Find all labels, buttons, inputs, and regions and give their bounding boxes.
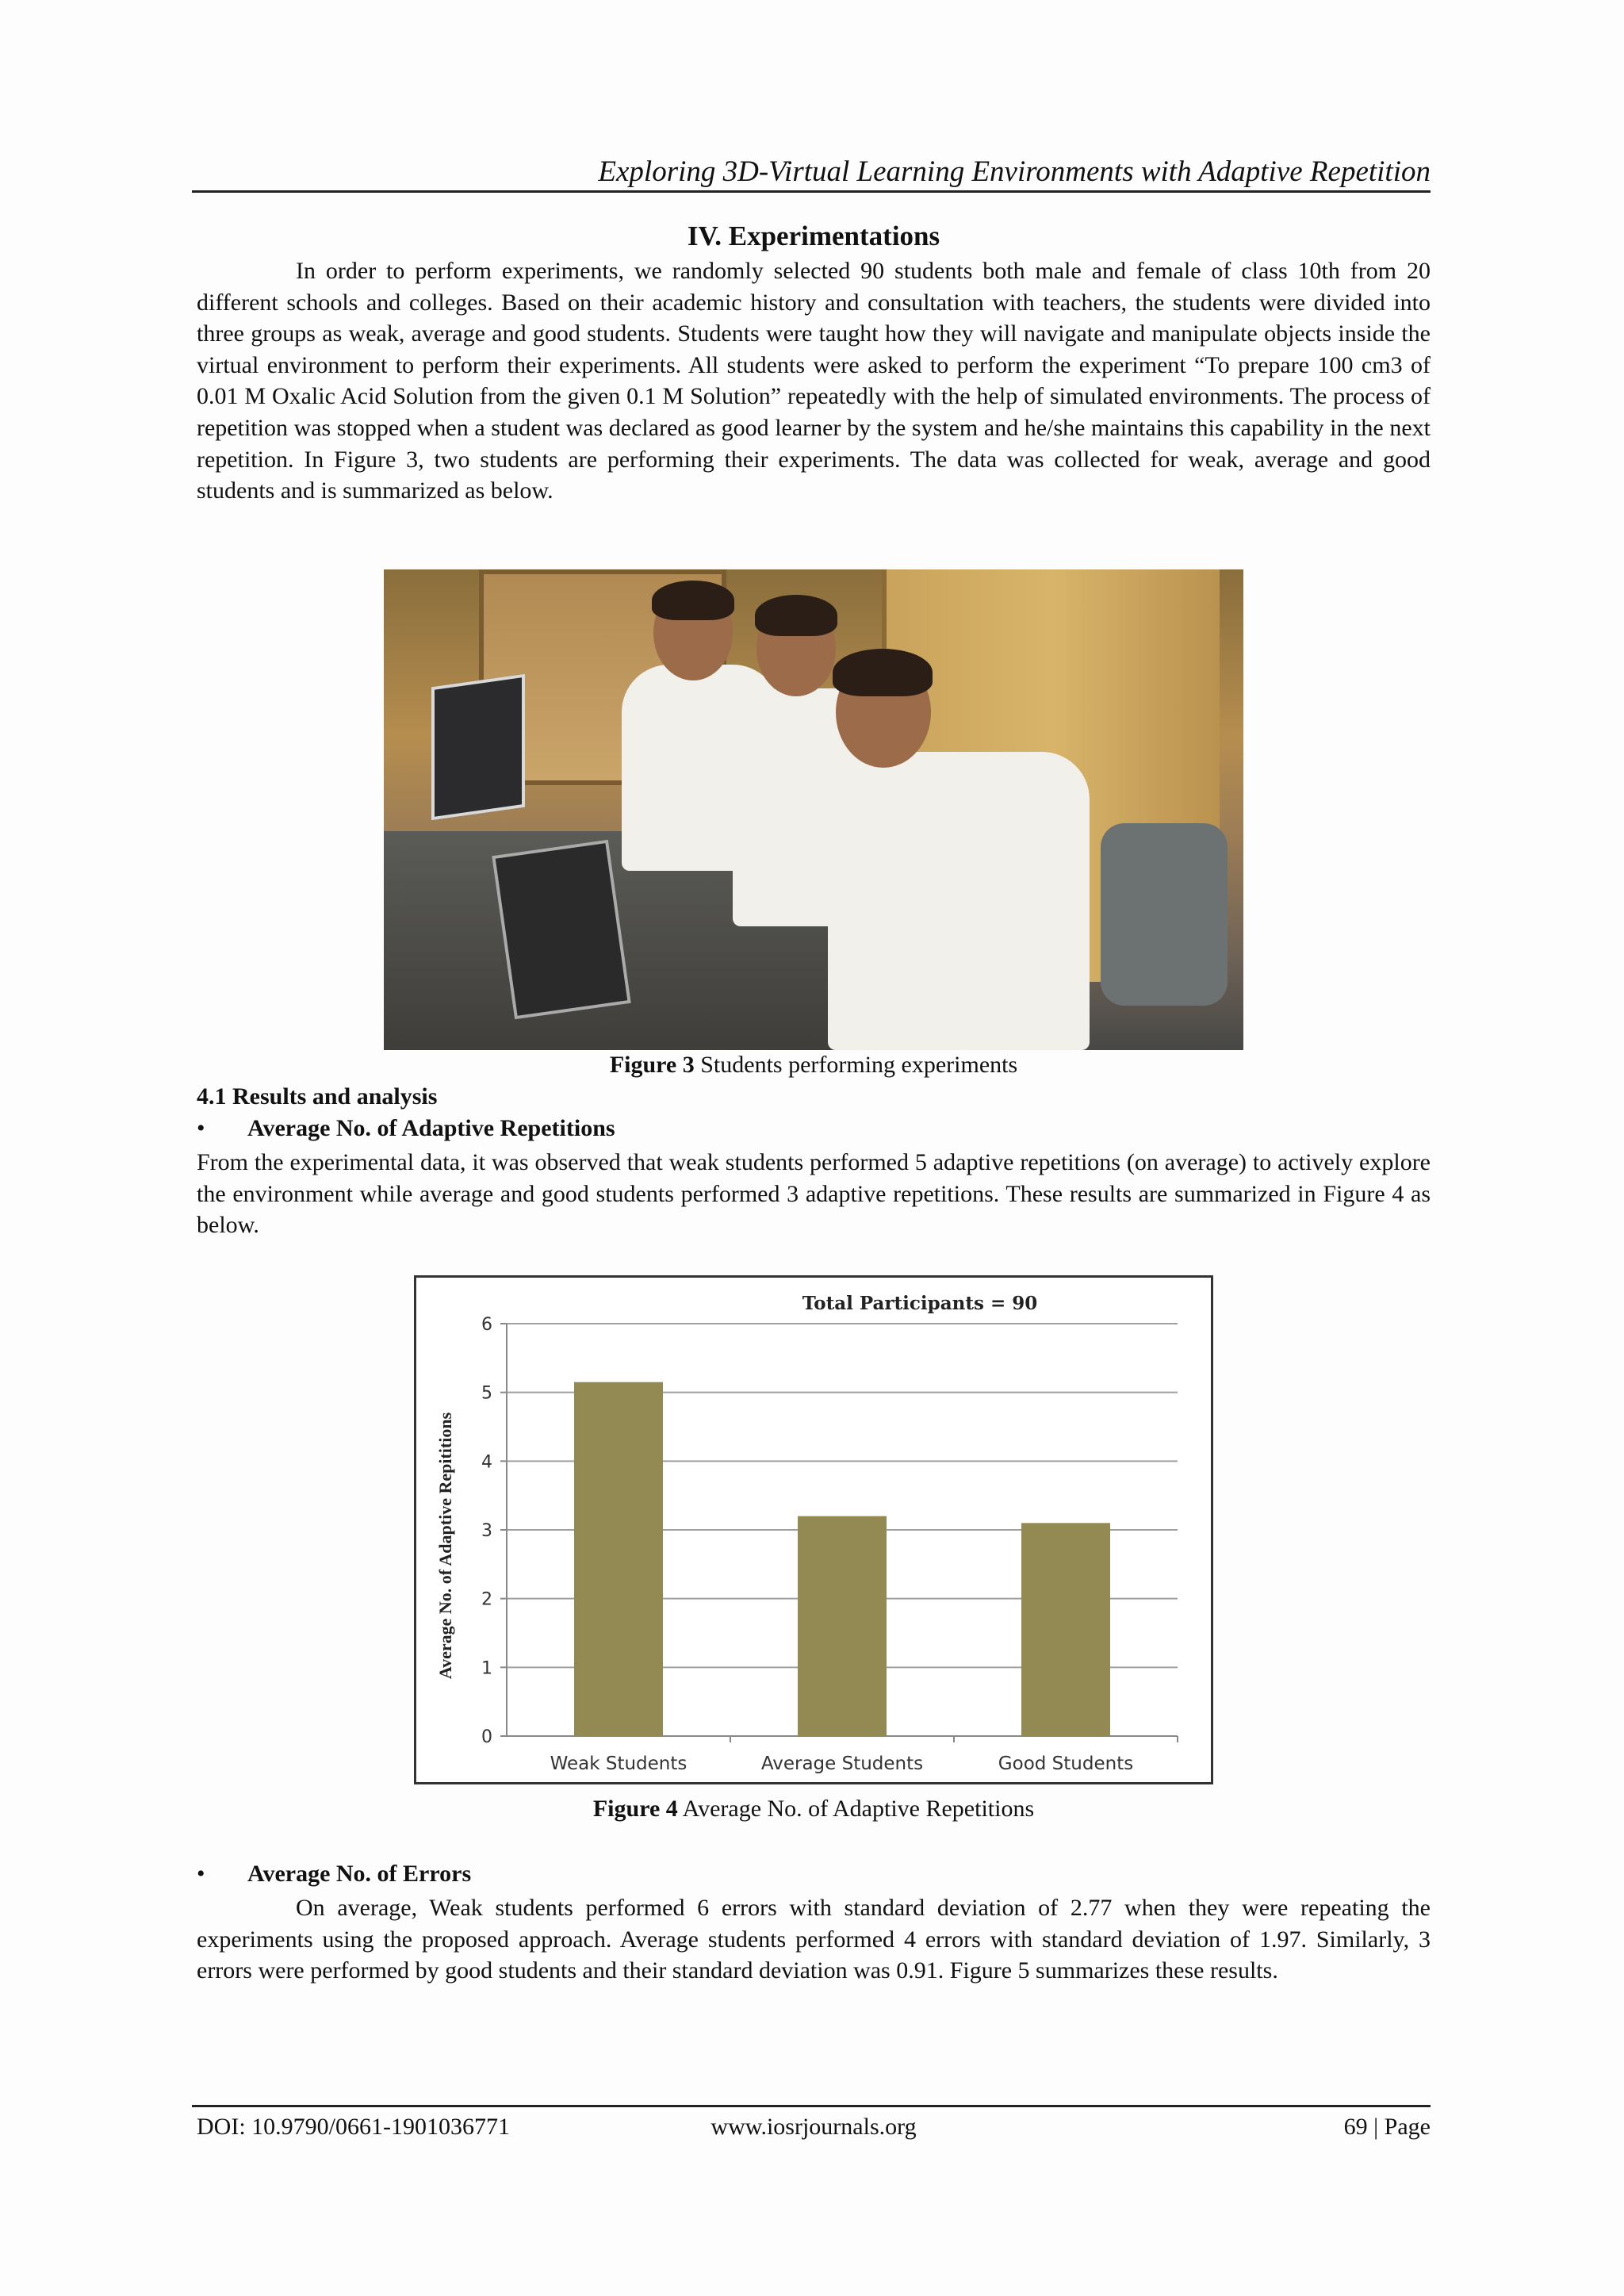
figure-3-caption xyxy=(197,1052,1431,1079)
subsection-heading: 4.1 Results and analysis xyxy=(197,1083,438,1110)
figure-3-label: Figure 3 xyxy=(609,1052,695,1078)
y-tick-label: 0 xyxy=(481,1727,492,1747)
bullet-adaptive-repetitions xyxy=(197,1115,615,1142)
bullet-errors xyxy=(197,1861,471,1888)
figure-4-label: Figure 4 xyxy=(592,1796,678,1822)
section-title: IV. Experimentations xyxy=(687,220,940,251)
footer-website: www.iosrjournals.org xyxy=(710,2114,917,2140)
figure-3-photo xyxy=(384,569,1243,1050)
bar-chart xyxy=(416,1278,1211,1782)
bullet-label: Average No. of Errors xyxy=(247,1861,472,1887)
figure-4-caption-text: Average No. of Adaptive Repetitions xyxy=(682,1796,1035,1822)
paragraph-results: From the experimental data, it was observed that weak students performed 5 adaptive repetitions (on average) to actively explore the environment while average and good students performed 3 adaptive repetitions. These results are summarized in Figure 4 as below. xyxy=(197,1149,1431,1239)
paragraph-errors: On average, Weak students performed 6 errors with standard deviation of 2.77 when they were repeating the experiments using the proposed approach. Average students performed 4 errors with standard deviation of 1.97. Similarly, 3 errors were performed by good students and their standard deviation was 0.91. Figure 5 summarizes these results. xyxy=(197,1895,1431,1984)
bullet-dot: • xyxy=(197,1115,205,1141)
x-tick-label: Average Students xyxy=(760,1754,924,1774)
bullet-label: Average No. of Adaptive Repetitions xyxy=(247,1115,615,1141)
paragraph-intro: In order to perform experiments, we randomly selected 90 students both male and female of class 10th from 20 different schools and colleges. Based on their academic history and consultation with teachers, the students were divided into three groups as weak, average and good students. Students were taught how they will navigate and manipulate objects inside the virtual environment to perform their experiments. All students were asked to perform the experiment “To prepare 100 cm3 of 0.01 M Oxalic Acid Solution from the given 0.1 M Solution” repeatedly with the help of simulated environments. The process of repetition was stopped when a student was declared as good learner by the system and he/she maintains this capability in the next repetition. In Figure 3, two students are performing their experiments. The data was collected for weak, average and good students and is summarized as below. xyxy=(197,258,1431,504)
footer-rule xyxy=(192,2105,1431,2107)
x-tick-label: Weak Students xyxy=(550,1754,688,1774)
chart-title: Total Participants = 90 xyxy=(802,1293,1038,1314)
header-rule xyxy=(192,190,1431,193)
y-tick-label: 4 xyxy=(481,1452,492,1473)
footer-doi: DOI: 10.9790/0661-1901036771 xyxy=(197,2114,510,2140)
bullet-dot: • xyxy=(197,1861,205,1887)
y-tick-label: 6 xyxy=(481,1315,492,1335)
bar xyxy=(574,1382,663,1736)
figure-4-caption xyxy=(197,1796,1431,1823)
running-head: Exploring 3D-Virtual Learning Environments with Adaptive Repetition xyxy=(598,155,1431,188)
bar xyxy=(1021,1523,1110,1736)
y-tick-label: 1 xyxy=(481,1658,492,1679)
y-tick-label: 5 xyxy=(481,1383,492,1404)
figure-3-caption-text: Students performing experiments xyxy=(700,1052,1018,1078)
figure-4-chart xyxy=(414,1275,1213,1784)
bar xyxy=(798,1516,887,1736)
y-axis-label: Average No. of Adaptive Repititions xyxy=(435,1412,455,1680)
x-tick-label: Good Students xyxy=(998,1754,1134,1774)
footer-page-number: 69 | Page xyxy=(1343,2114,1431,2140)
y-tick-label: 2 xyxy=(481,1589,492,1610)
y-tick-label: 3 xyxy=(481,1521,492,1541)
